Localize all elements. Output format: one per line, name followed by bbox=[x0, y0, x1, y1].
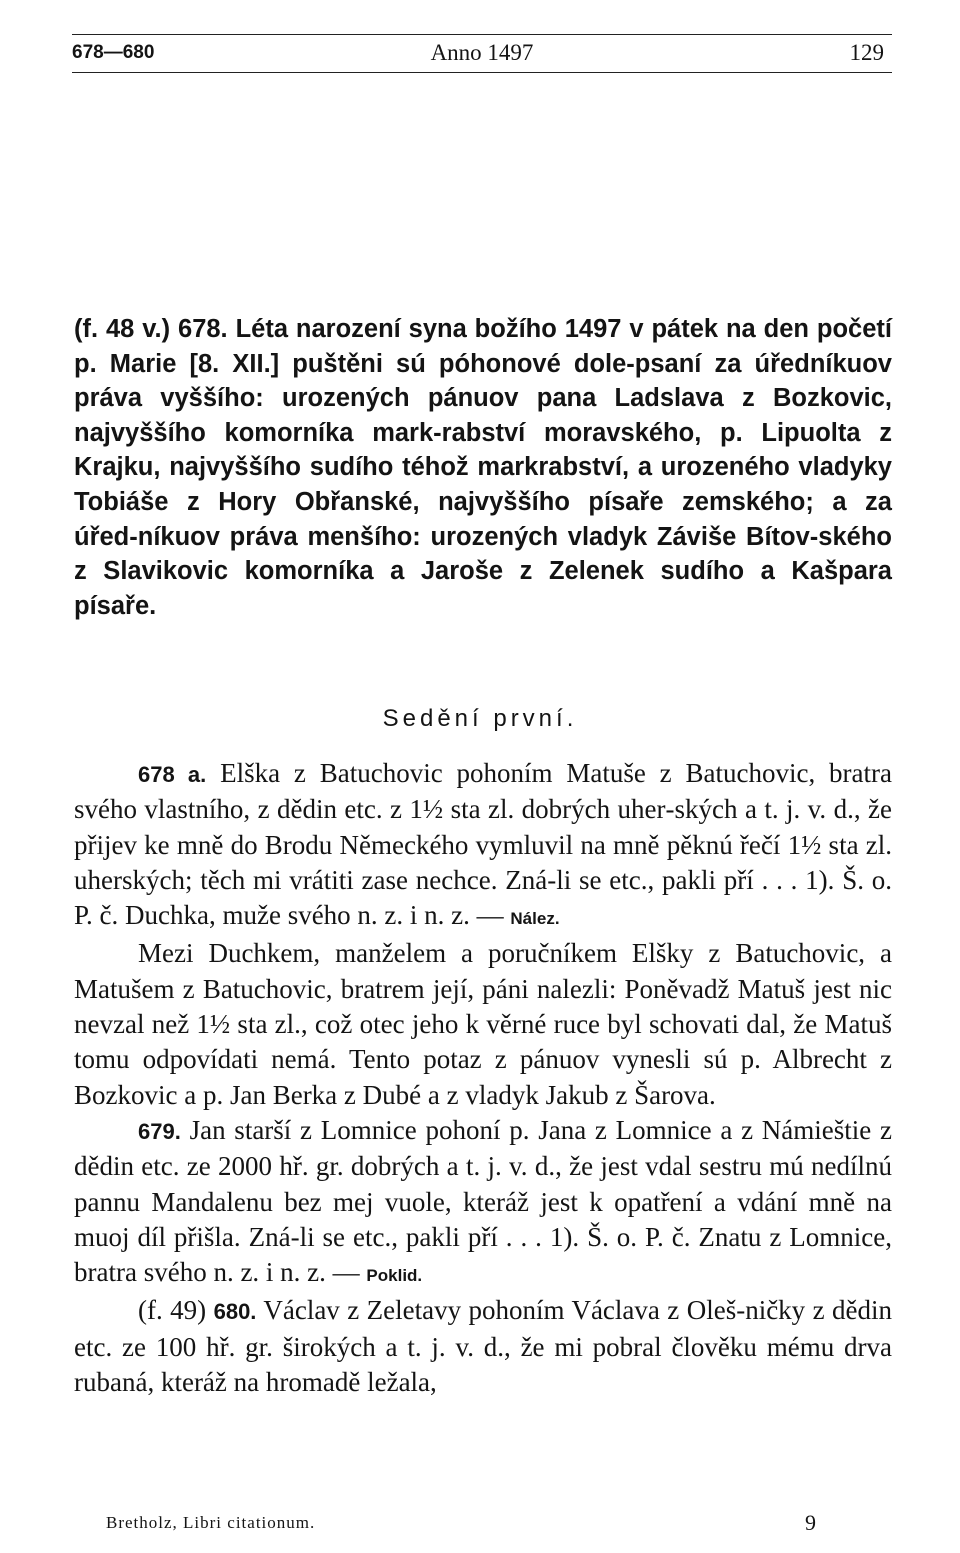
entry-number: 680. bbox=[213, 1299, 257, 1325]
entry-679 bbox=[74, 1113, 892, 1293]
header-entry-range: 678—680 bbox=[72, 42, 155, 63]
entry-text: Mezi Duchkem, manželem a poručníkem Elšky z Batuchovic, a Matušem z Batuchovic, bratrem její, páni nalezli: Poněvadž Matuš jest nic nevzal než 1½ sta zl., což otec jeho k věrné ruce byl schovati dal, že Matuš tomu odpovídati nemá. Tento potaz z pánuov vynesli sú p. Albrecht z Bozkovic a p. Jan Berka z Dubé a z vladyk Jakub z Šarova. bbox=[74, 938, 892, 1110]
entry-text: Václav z Zeletavy pohoním Václava z Oleš‑ničky z dědin etc. ze 100 hř. gr. širokých a t. j. v. d., že mi pobral člověku mému drva rubaná, kteráž na hromadě ležala, bbox=[74, 1295, 893, 1398]
footer-citation: Bretholz, Libri citationum. bbox=[106, 1513, 316, 1532]
entry-text: Elška z Batuchovic pohoním Matuše z Batuchovic, bratra svého vlastního, z dědin etc. z 1½ sta zl. dobrých uher‑ských a t. j. v. d., že přijev ke mně do Brodu Německého vymluvil na mně pěknú řečí 1½ sta zl. uherských; těch mi vrátiti zase nechce. Zná‑li se etc., pakli pří . . . 1). Š. o. P. č. Duchka, muže svého n. z. i n. z. — bbox=[74, 758, 892, 931]
intro-entry-number: 678. bbox=[178, 315, 228, 343]
header-rule-top bbox=[72, 34, 892, 35]
entry-678a-verdict bbox=[74, 936, 892, 1112]
entry-678a bbox=[74, 756, 892, 936]
entry-note: Nález. bbox=[510, 909, 560, 929]
entry-folio: (f. 49) bbox=[138, 1295, 207, 1326]
intro-text: Léta narození syna božího 1497 v pátek na den početí p. Marie [8. XII.] puštěni sú póhonové dole‑psaní za úředníkuov práva vyššího: urozených pánuov pana Ladslava z Bozkovic, najvyššího komorníka mark‑rabství moravského, p. Lipuolta z Krajku, najvyššího sudího téhož markrabství, a urozeného vladyky Tobiáše z Hory Obřanské, najvyššího písaře zemského; a za úřed‑níkuov práva menšího: urozených vladyk Záviše Bítov‑ského z Slavikovic komorníka a Jaroše z Zelenek sudího a Kašpara písaře. bbox=[74, 315, 892, 620]
header-rule-bottom bbox=[72, 72, 892, 73]
entry-680 bbox=[74, 1293, 892, 1400]
header-title: Anno 1497 bbox=[430, 40, 534, 65]
entry-note: Poklid. bbox=[366, 1266, 423, 1286]
page-footer bbox=[106, 1508, 846, 1538]
entry-text: Jan starší z Lomnice pohoní p. Jana z Lomnice a z Námieštie z dědin etc. ze 2000 hř. gr. dobrých a t. j. v. d., že jest vdal sestru mú nedílnú pannu Mandalenu bez mej vuole, kteráž jest k opatření a vdání mně na muoj díl přišla. Zná‑li se etc., pakli pří . . . 1). Š. o. P. č. Znatu z Lomnice, bratra svého n. z. i n. z. — bbox=[74, 1114, 892, 1288]
running-header bbox=[72, 38, 892, 68]
intro-paragraph bbox=[74, 312, 892, 623]
intro-folio: (f. 48 v.) bbox=[74, 315, 171, 343]
header-page-number: 129 bbox=[849, 40, 884, 65]
body-text bbox=[74, 756, 892, 1400]
entry-number: 678 a. bbox=[138, 762, 207, 787]
footer-signature-mark: 9 bbox=[805, 1510, 816, 1535]
section-title: Sedění první. bbox=[382, 705, 578, 732]
entry-number: 679. bbox=[138, 1118, 181, 1144]
